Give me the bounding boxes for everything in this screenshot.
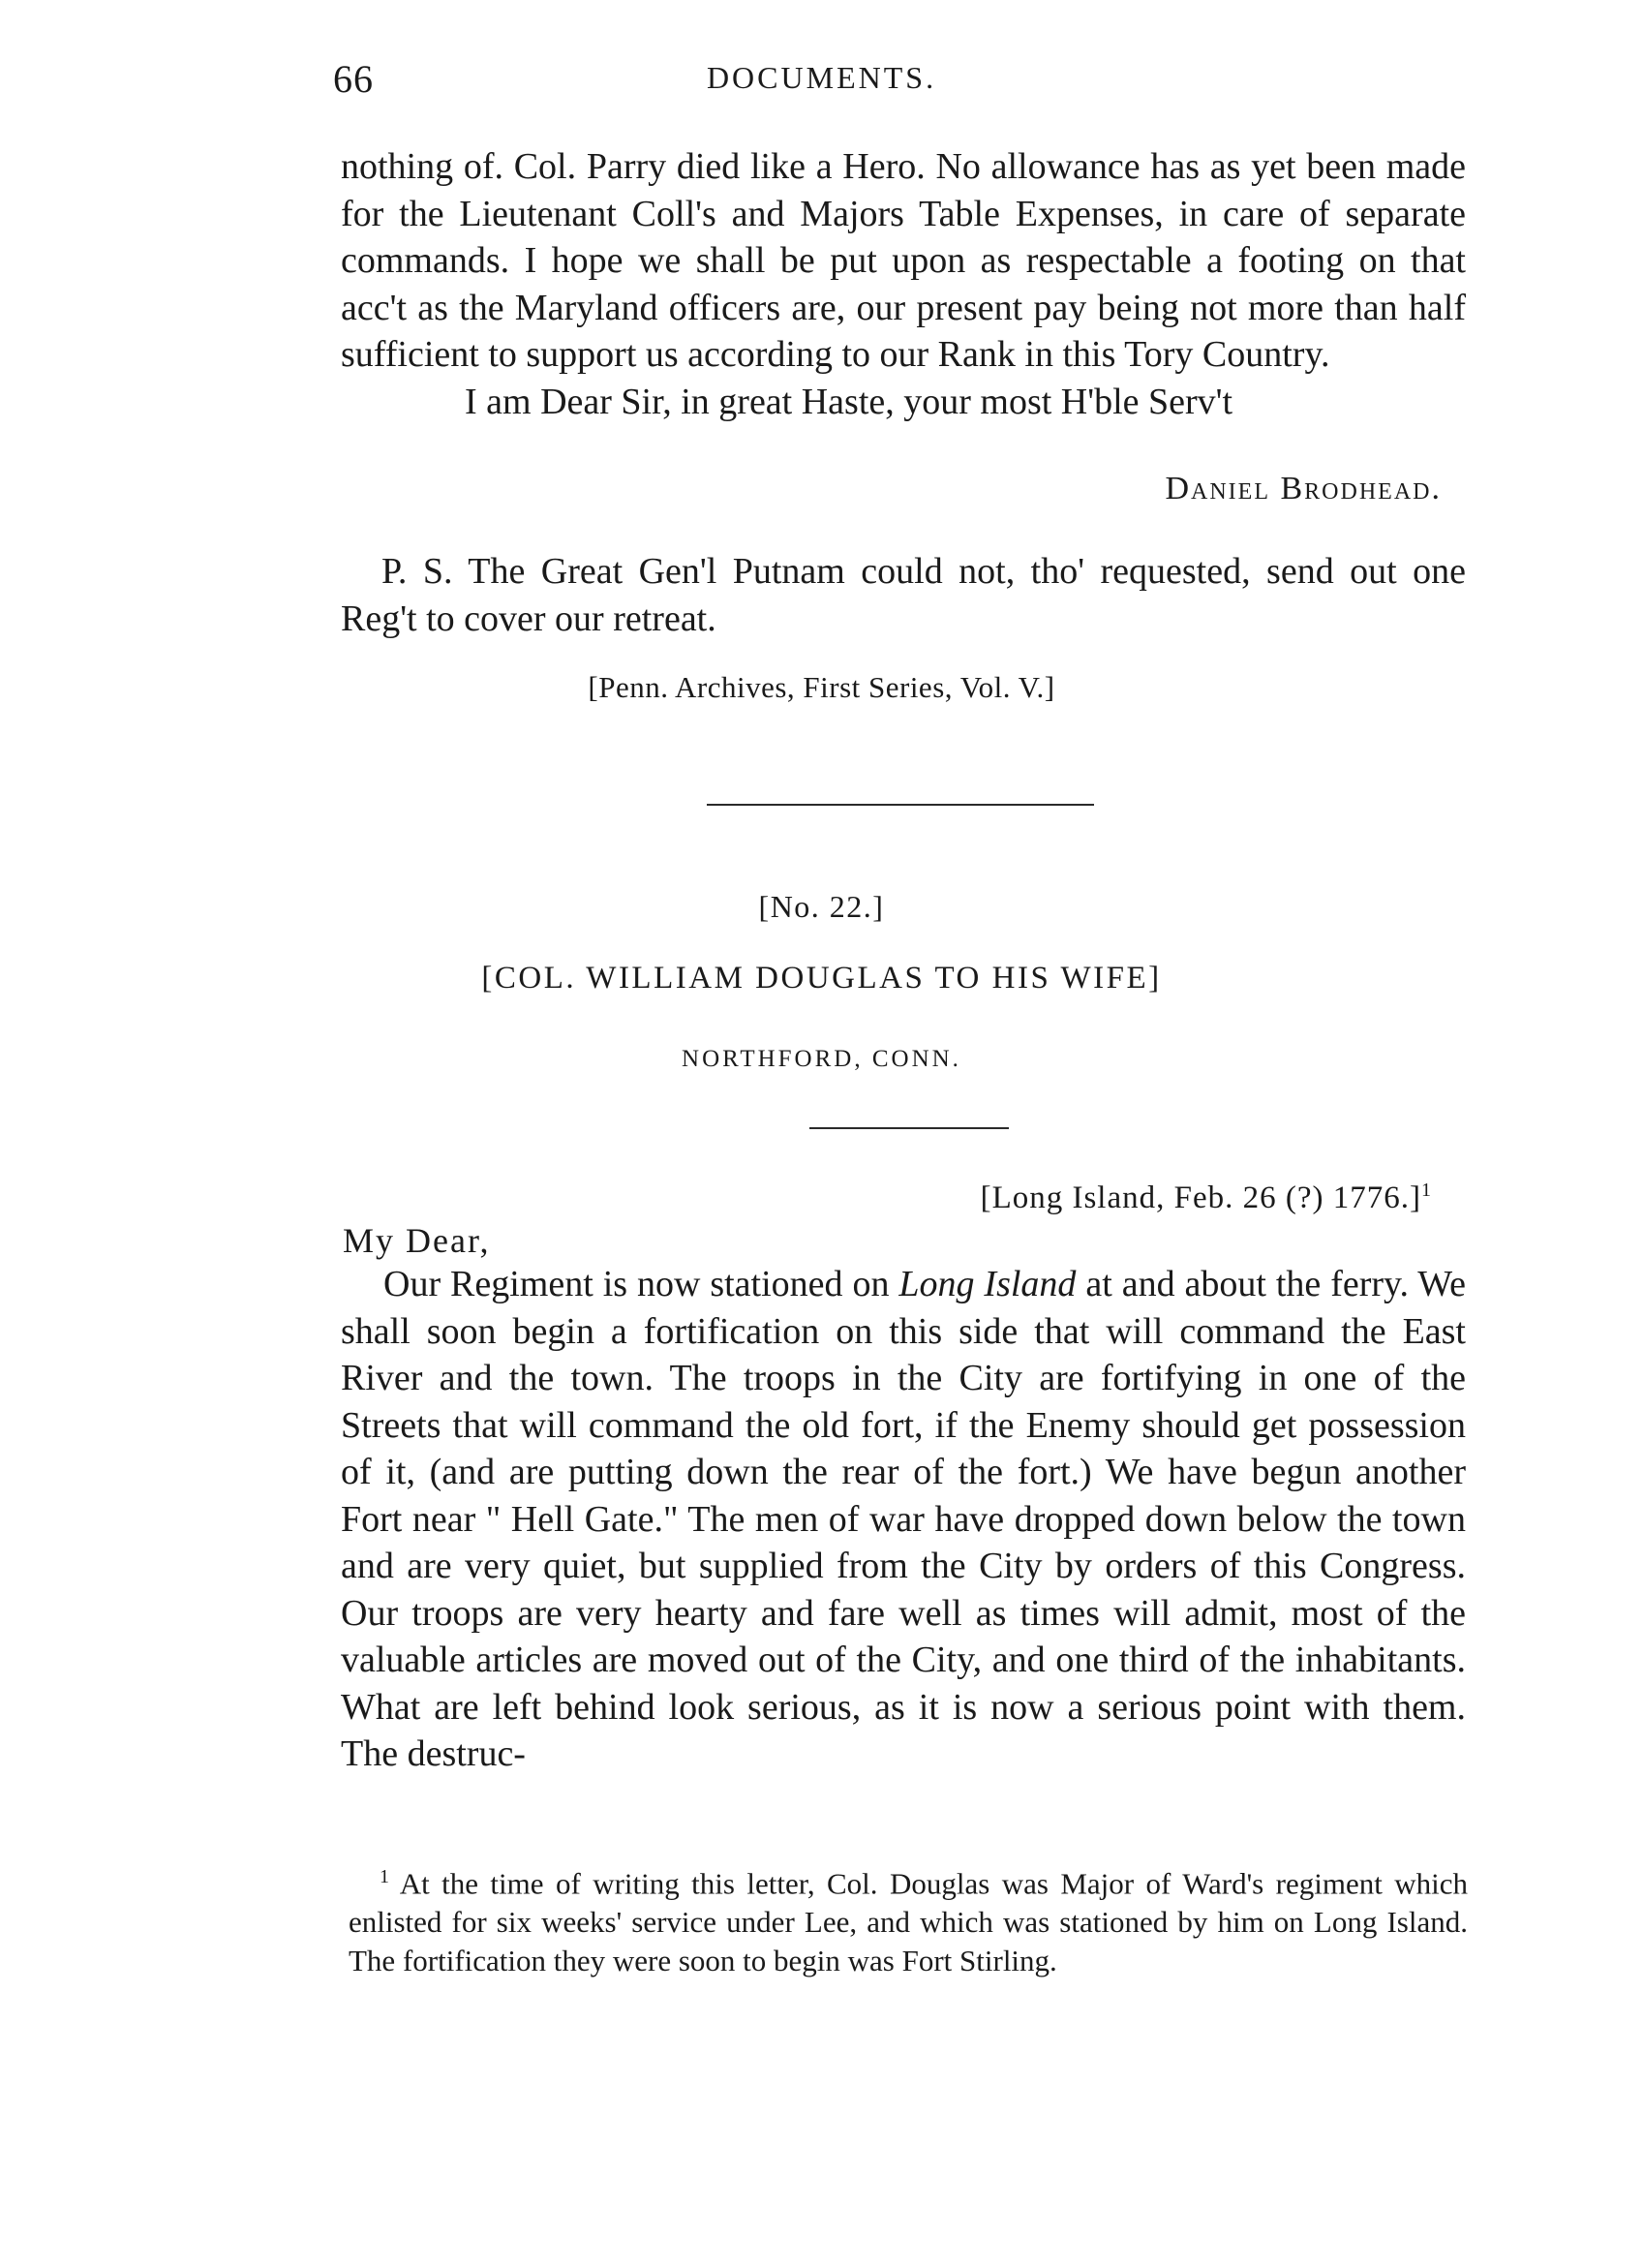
dateline (981, 1180, 1432, 1216)
footnote-text: At the time of writing this letter, Col. Douglas was Major of Ward's regiment which enlisted for six weeks' service under Lee, and which was stationed by him on Long Island. The fortification they were soon to begin was Fort Stirling. (349, 1866, 1468, 1978)
body-text-rest: at and about the ferry. We shall soon begin a fortification on this side that will command the East River and the town. The troops in the City are fortifying in one of the Streets that will command the old fort, if the Enemy should get possession of it, (and are putting down the rear of the fort.) We have begun another Fort near " Hell Gate." The men of war have dropped down below the town and are very quiet, but supplied from the City by orders of this Congress. Our troops are very hearty and fare well as times will admit, most of the valuable articles are moved out of the City, and one third of the inhabitants. What are left behind look serious, as it is now a serious point with them. The destruc- (341, 1264, 1466, 1774)
previous-letter-paragraph: nothing of. Col. Parry died like a Hero. No allowance has as yet been made for the Lieutenant Coll's and Majors Table Expenses, in care of separate commands. I hope we shall be put upon as respectable a footing on that acc't as the Maryland officers are, our present pay being not more than half sufficient to support us according to our Rank in this Tory Country. (341, 146, 1466, 375)
postscript-block (341, 548, 1466, 642)
footnote-paragraph (349, 1857, 1468, 1980)
dateline-text: [Long Island, Feb. 26 (?) 1776.] (980, 1180, 1421, 1215)
letter-paragraph (341, 1261, 1466, 1778)
source-citation: [Penn. Archives, First Series, Vol. V.] (588, 670, 1055, 704)
previous-letter-ending (341, 143, 1466, 425)
page-number: 66 (333, 57, 374, 101)
postscript: P. S. The Great Gen'l Putnam could not, tho' requested, send out one Reg't to cover our retreat. (341, 551, 1466, 639)
salutation: My Dear, (343, 1221, 491, 1260)
title-divider (809, 1127, 1009, 1129)
document-place: NORTHFORD, CONN. (682, 1046, 961, 1072)
footnote-reference: 1 (1421, 1180, 1432, 1201)
letter-closing: I am Dear Sir, in great Haste, your most H'ble Serv't (465, 381, 1233, 422)
letter-body (341, 1261, 1466, 1778)
body-text-start: Our Regiment is now stationed on (383, 1264, 899, 1304)
document-number: [No. 22.] (758, 889, 885, 924)
footnote-mark: 1 (380, 1866, 389, 1887)
signature: Daniel Brodhead. (1165, 471, 1442, 506)
section-divider (707, 804, 1094, 806)
running-head: DOCUMENTS. (706, 60, 937, 95)
place-name-italic: Long Island (898, 1264, 1077, 1304)
document-title: [COL. WILLIAM DOUGLAS TO HIS WIFE] (481, 961, 1162, 996)
footnote (349, 1857, 1468, 1980)
